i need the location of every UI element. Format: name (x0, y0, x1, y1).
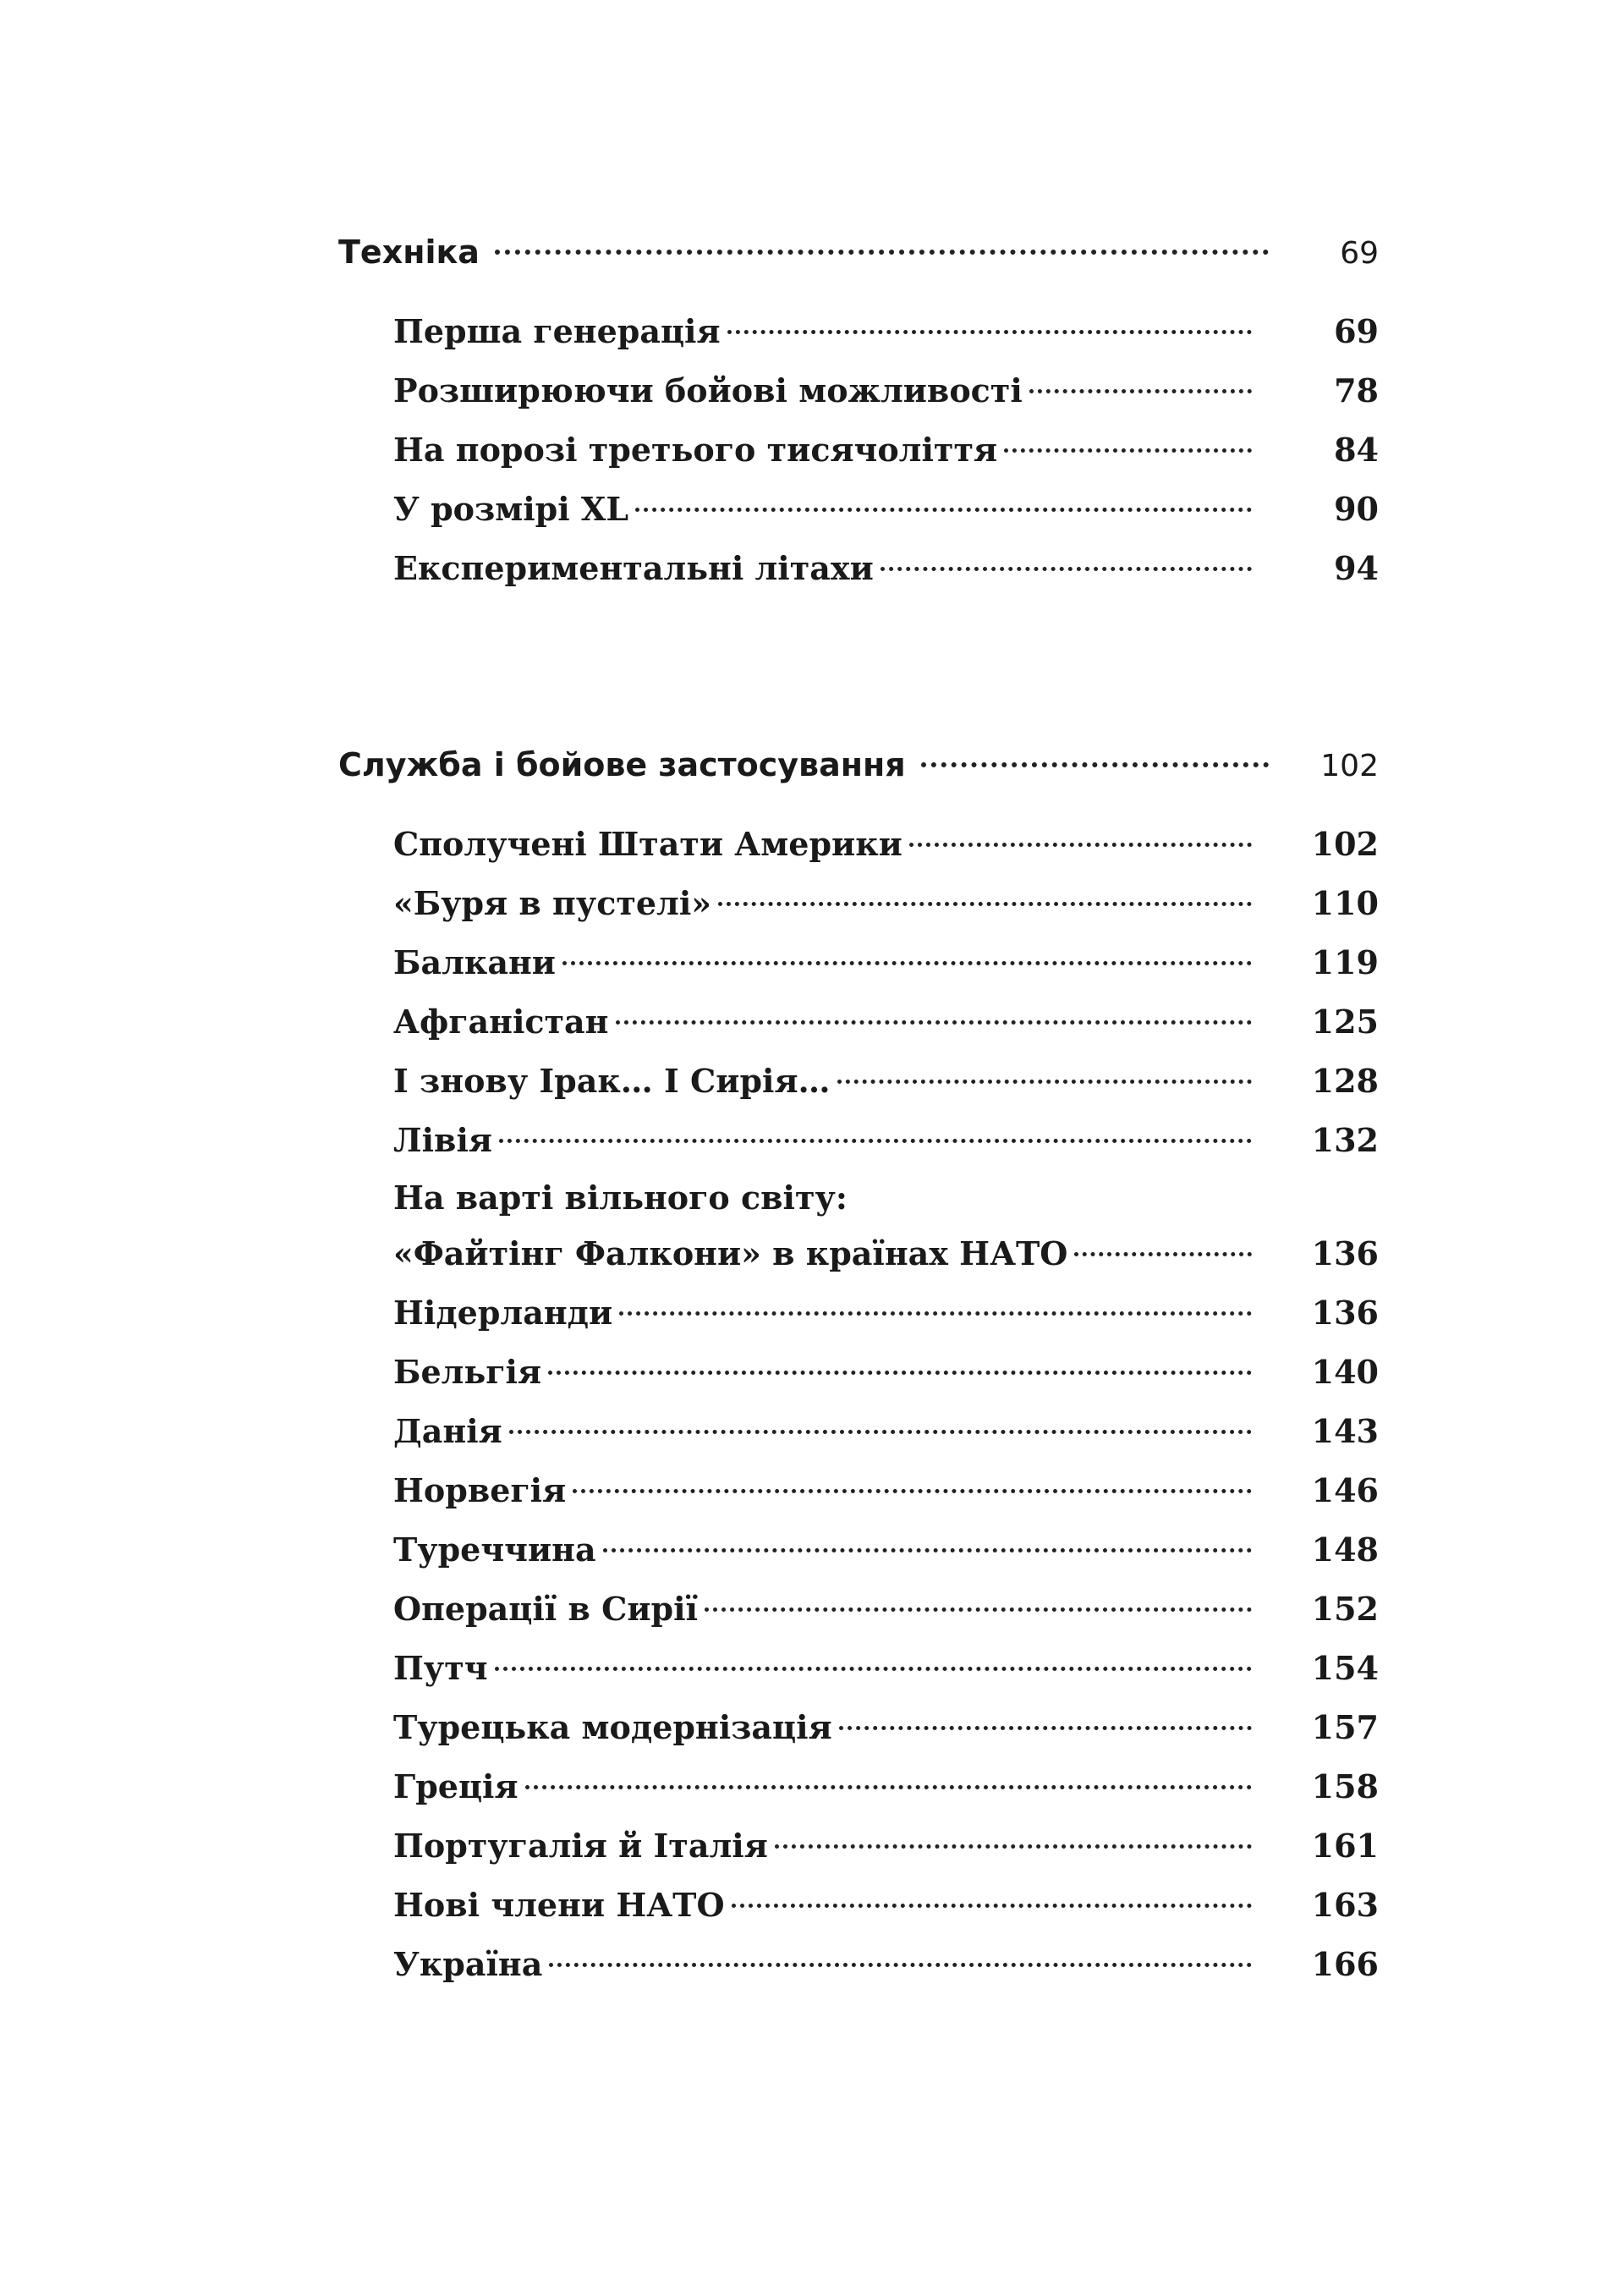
dot-leader (603, 1548, 1252, 1552)
entry-title: І знову Ірак… І Сирія… (393, 1062, 831, 1100)
entry-title: Операції в Сирії (393, 1590, 698, 1628)
dot-leader (909, 843, 1252, 847)
page-number: 136 (1311, 1294, 1379, 1332)
dot-leader (727, 330, 1252, 334)
dot-leader (718, 902, 1252, 906)
page-number: 163 (1311, 1886, 1379, 1924)
toc-entry (393, 1939, 1379, 1990)
page-number: 158 (1311, 1767, 1379, 1805)
toc-entry (393, 306, 1379, 357)
toc-entry (393, 1288, 1379, 1338)
section-title: Техніка (338, 234, 480, 271)
page-number: 102 (1311, 825, 1379, 863)
entry-title: Україна (393, 1945, 543, 1983)
toc-entry (393, 997, 1379, 1047)
toc-entry (393, 425, 1379, 475)
entry-title: Португалія й Італія (393, 1827, 768, 1865)
page-number: 140 (1311, 1353, 1379, 1391)
page-number: 143 (1311, 1412, 1379, 1450)
dot-leader (1004, 448, 1252, 453)
dot-leader (619, 1311, 1252, 1316)
toc-entry (393, 1056, 1379, 1107)
page-number: 94 (1334, 549, 1379, 587)
dot-leader (1074, 1252, 1252, 1256)
dot-leader (921, 762, 1269, 767)
dot-leader (495, 250, 1269, 255)
toc-entry (393, 819, 1379, 870)
dot-leader (509, 1430, 1252, 1434)
page-number: 110 (1311, 884, 1379, 922)
dot-leader (775, 1844, 1252, 1849)
entry-title: Нідерланди (393, 1294, 613, 1332)
toc-entry (393, 1465, 1379, 1516)
page-number: 90 (1334, 490, 1379, 528)
dot-leader (549, 1963, 1252, 1967)
toc-entry (393, 937, 1379, 988)
page-number: 69 (1340, 236, 1379, 271)
toc-entry (393, 543, 1379, 594)
dot-leader (525, 1785, 1252, 1789)
page-number: 136 (1311, 1234, 1379, 1272)
dot-leader (616, 1020, 1253, 1025)
entry-title: «Файтінг Фалкони» в країнах НАТО (393, 1234, 1068, 1272)
page-number: 166 (1311, 1945, 1379, 1983)
toc-entry (393, 1643, 1379, 1694)
toc-entry (393, 1880, 1379, 1931)
toc-entry (393, 1584, 1379, 1635)
toc-section-heading (338, 227, 1379, 279)
section-title: Служба і бойове застосування (338, 746, 906, 783)
dot-leader (732, 1904, 1252, 1908)
entry-title: Лівія (393, 1121, 492, 1159)
dot-leader (562, 961, 1252, 965)
entry-title: Експериментальні літахи (393, 549, 874, 587)
dot-leader (548, 1371, 1252, 1375)
entry-title: Балкани (393, 943, 556, 981)
toc-entry (393, 1525, 1379, 1575)
page-number: 84 (1334, 431, 1379, 469)
entry-title: Сполучені Штати Америки (393, 825, 903, 863)
entry-title: Розширюючи бойові можливості (393, 371, 1023, 409)
entry-title: Греція (393, 1767, 518, 1805)
page-number: 78 (1334, 371, 1379, 409)
page-number: 119 (1311, 943, 1379, 981)
page-number: 146 (1311, 1471, 1379, 1509)
toc-entry (393, 1115, 1379, 1166)
entry-title: Нові члени НАТО (393, 1886, 725, 1924)
toc-entry (393, 1761, 1379, 1812)
page-number: 152 (1311, 1590, 1379, 1628)
toc-entry (393, 484, 1379, 535)
dot-leader (635, 508, 1252, 512)
entry-title: Туреччина (393, 1530, 596, 1569)
dot-leader (839, 1726, 1252, 1730)
toc-entry (393, 1347, 1379, 1398)
dot-leader (837, 1080, 1252, 1084)
page-number: 69 (1334, 312, 1379, 350)
dot-leader (499, 1139, 1252, 1143)
toc-entry (393, 878, 1379, 929)
entry-title: Данія (393, 1412, 502, 1450)
entry-title: Перша генерація (393, 312, 721, 350)
dot-leader (495, 1667, 1252, 1671)
toc-entry (393, 1228, 1379, 1279)
page-number: 102 (1320, 749, 1379, 783)
dot-leader (1029, 389, 1252, 393)
page-number: 157 (1311, 1708, 1379, 1746)
entry-title: «Буря в пустелі» (393, 884, 712, 922)
toc-entry (393, 1702, 1379, 1753)
toc-entry (393, 1406, 1379, 1457)
entry-title: Путч (393, 1649, 488, 1687)
entry-title: Турецька модернізація (393, 1708, 832, 1746)
entry-title: Афганістан (393, 1003, 609, 1041)
toc-section-heading (338, 739, 1379, 792)
dot-leader (881, 567, 1252, 571)
entry-title: Норвегія (393, 1471, 567, 1509)
entry-title: Бельгія (393, 1353, 542, 1391)
page-number: 132 (1311, 1121, 1379, 1159)
page-number: 128 (1311, 1062, 1379, 1100)
toc-entry (393, 365, 1379, 416)
page-number: 161 (1311, 1827, 1379, 1865)
page-number: 154 (1311, 1649, 1379, 1687)
entry-title: У розмірі XL (393, 490, 629, 528)
toc-entry (393, 1173, 1379, 1223)
page-number: 148 (1311, 1530, 1379, 1569)
page-number: 125 (1311, 1003, 1379, 1041)
dot-leader (573, 1489, 1252, 1493)
entry-title: На порозі третього тисячоліття (393, 431, 998, 469)
dot-leader (705, 1607, 1252, 1612)
entry-title: На варті вільного світу: (393, 1179, 848, 1217)
toc-entry (393, 1821, 1379, 1871)
